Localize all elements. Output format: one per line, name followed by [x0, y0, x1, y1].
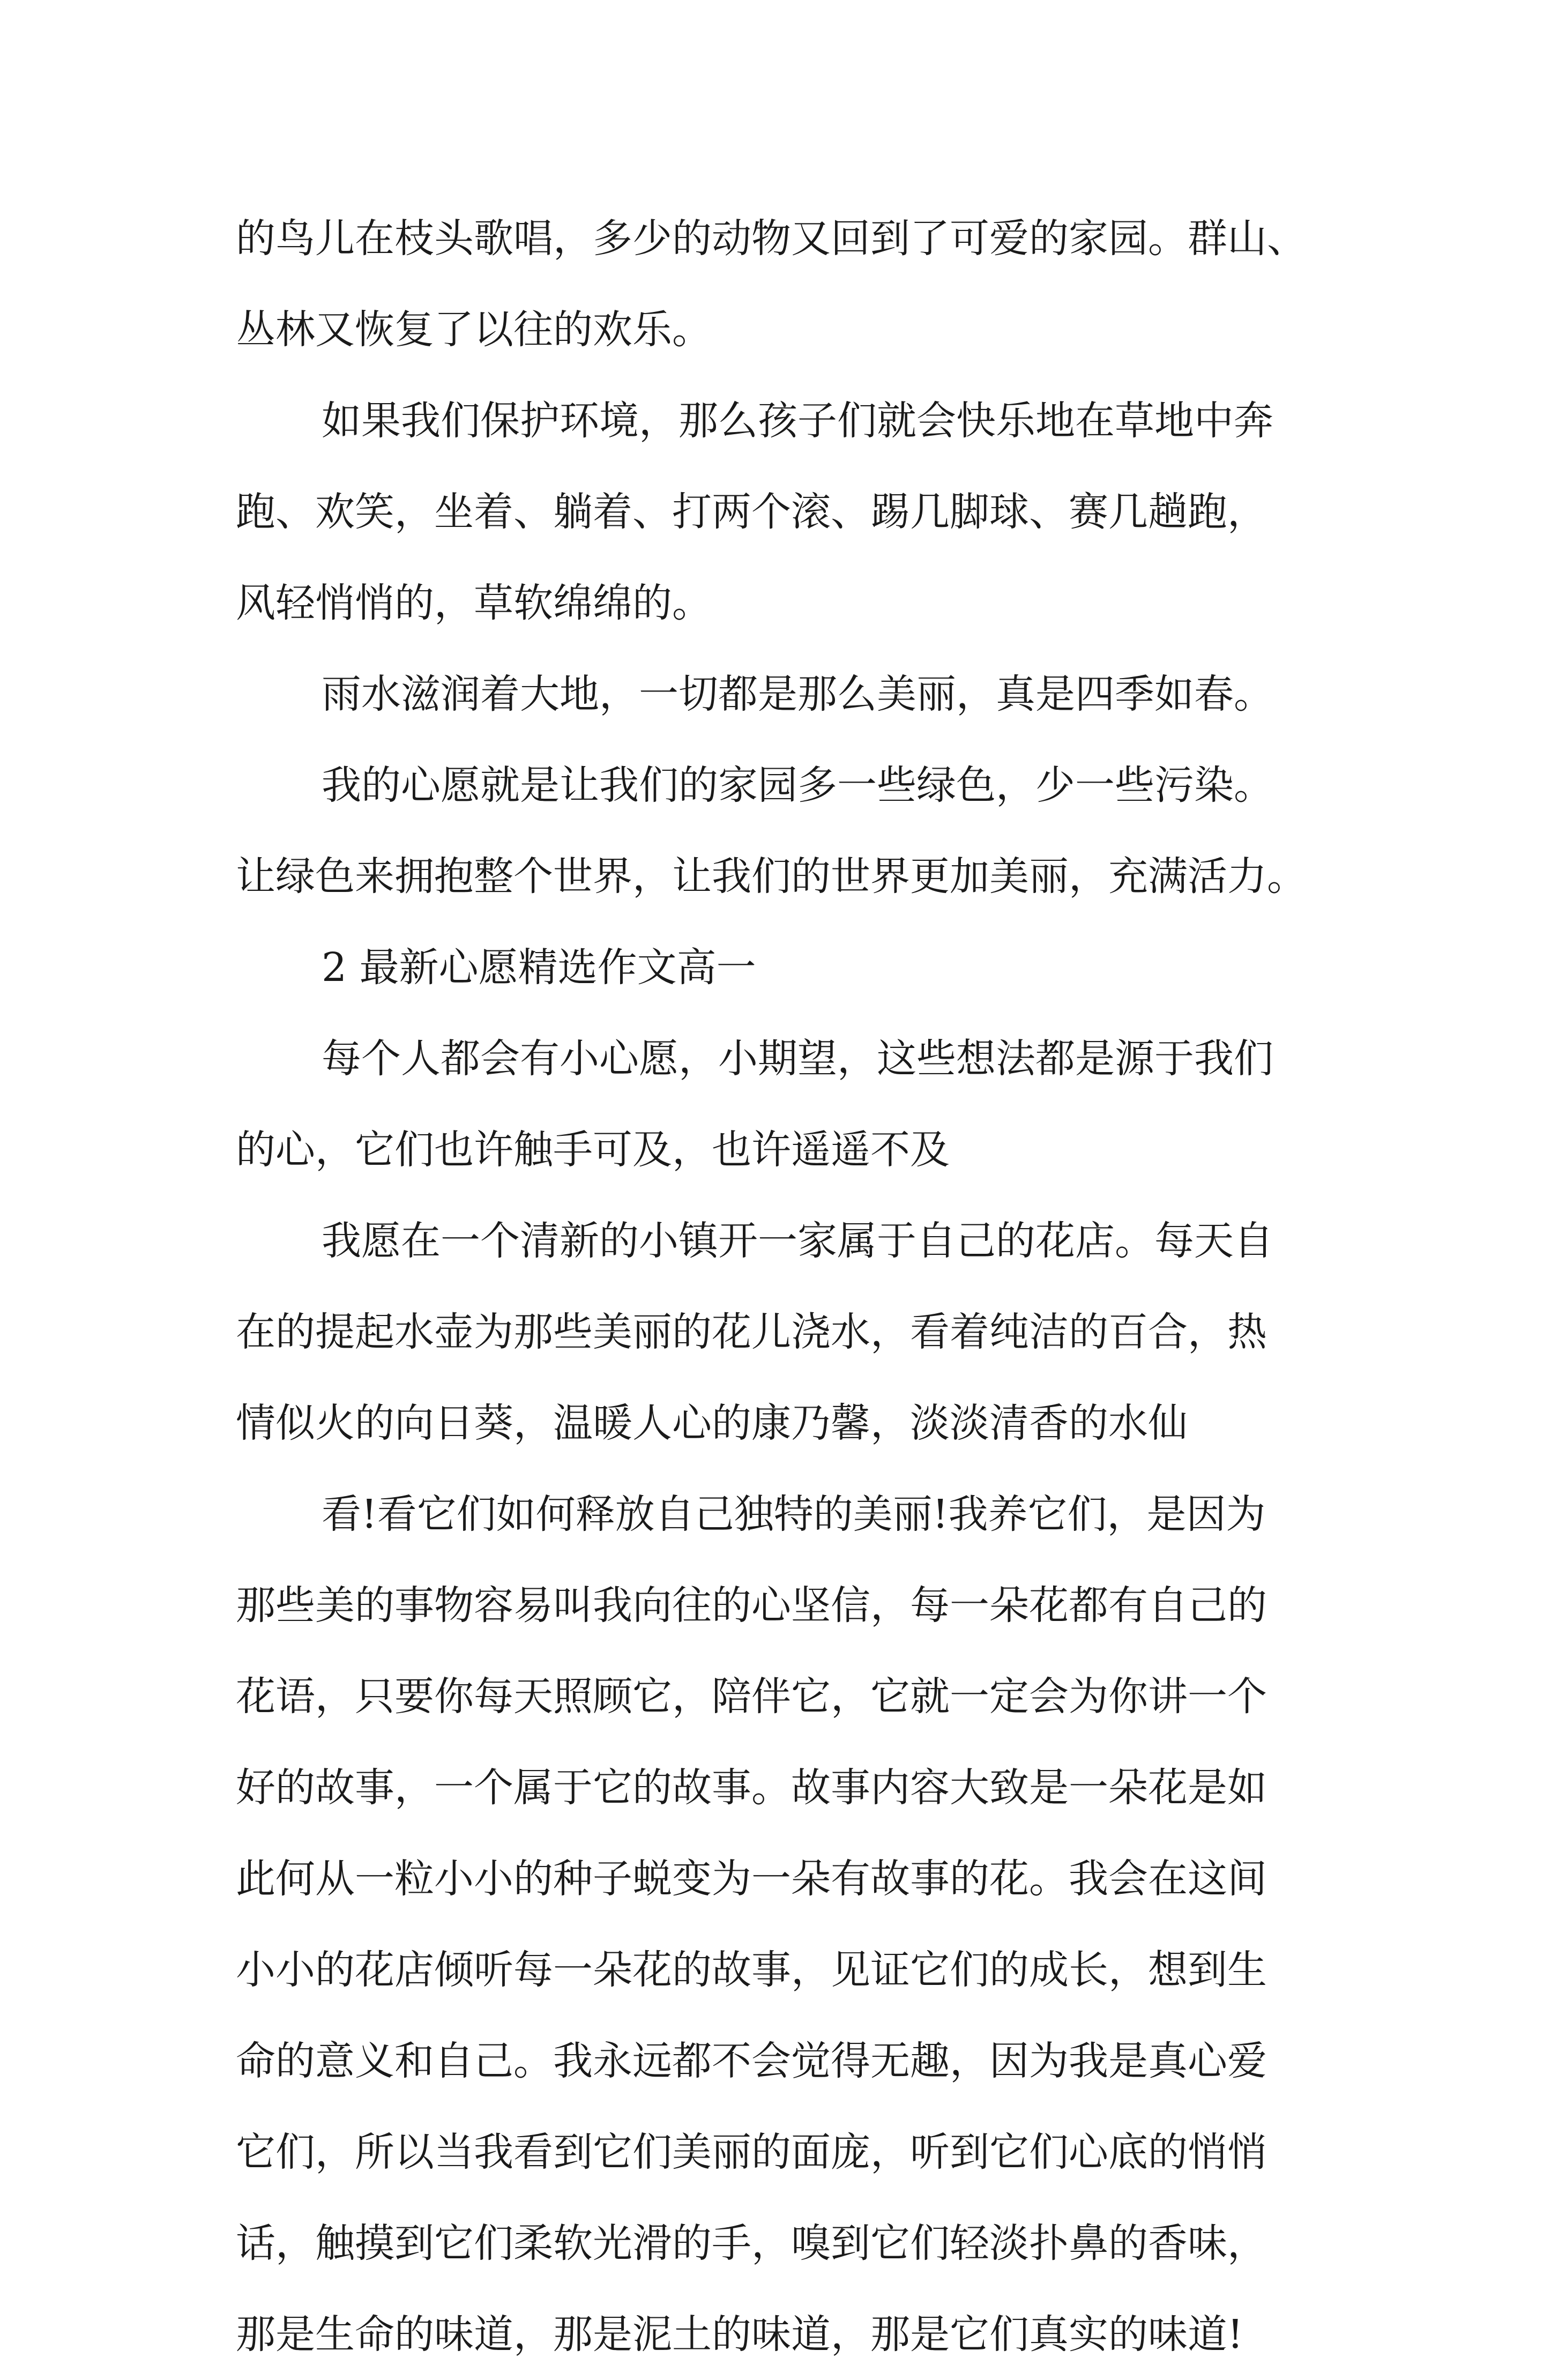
text-line: 跑、欢笑，坐着、躺着、打两个滚、踢几脚球、赛几趟跑， [236, 489, 1267, 535]
text-line: 它们，所以当我看到它们美丽的面庞，听到它们心底的悄悄 [236, 2129, 1267, 2175]
text-line: 小小的花店倾听每一朵花的故事，见证它们的成长，想到生 [236, 1947, 1267, 1993]
text-line: 好的故事，一个属于它的故事。故事内容大致是一朵花是如 [236, 1765, 1267, 1811]
text-line: 每个人都会有小心愿，小期望，这些想法都是源于我们 [322, 1036, 1273, 1082]
text-line: 让绿色来拥抱整个世界，让我们的世界更加美丽，充满活力。 [236, 853, 1307, 899]
text-line: 我愿在一个清新的小镇开一家属于自己的花店。每天自 [322, 1218, 1273, 1264]
text-line: 雨水滋润着大地，一切都是那么美丽，真是四季如春。 [322, 671, 1273, 717]
text-line: 在的提起水壶为那些美丽的花儿浇水，看着纯洁的百合，热 [236, 1309, 1267, 1355]
text-line: 此何从一粒小小的种子蜕变为一朵有故事的花。我会在这间 [236, 1856, 1267, 1902]
document-body [236, 193, 1329, 2380]
text-line: 花语，只要你每天照顾它，陪伴它，它就一定会为你讲一个 [236, 1674, 1267, 1720]
text-line: 风轻悄悄的，草软绵绵的。 [236, 580, 712, 626]
text-line: 的鸟儿在枝头歌唱，多少的动物又回到了可爱的家园。群山、 [236, 215, 1307, 262]
text-line: 那些美的事物容易叫我向往的心坚信，每一朵花都有自己的 [236, 1582, 1267, 1628]
text-line: 看!看它们如何释放自己独特的美丽!我养它们，是因为 [322, 1491, 1266, 1537]
text-line: 丛林又恢复了以往的欢乐。 [236, 307, 712, 353]
text-line: 命的意义和自己。我永远都不会觉得无趣，因为我是真心爱 [236, 2038, 1267, 2084]
text-line: 情似火的向日葵，温暖人心的康乃馨，淡淡清香的水仙 [236, 1400, 1188, 1446]
text-line: 如果我们保护环境，那么孩子们就会快乐地在草地中奔 [322, 398, 1273, 444]
text-line: 的心，它们也许触手可及，也许遥遥不及 [236, 1127, 950, 1173]
text-line: 我的心愿就是让我们的家园多一些绿色，少一些污染。 [322, 762, 1273, 808]
section-heading: 2 最新心愿精选作文高一 [322, 944, 756, 991]
text-line: 话，触摸到它们柔软光滑的手，嗅到它们轻淡扑鼻的香味， [236, 2220, 1267, 2266]
text-line: 那是生命的味道，那是泥土的味道，那是它们真实的味道! [236, 2311, 1243, 2357]
